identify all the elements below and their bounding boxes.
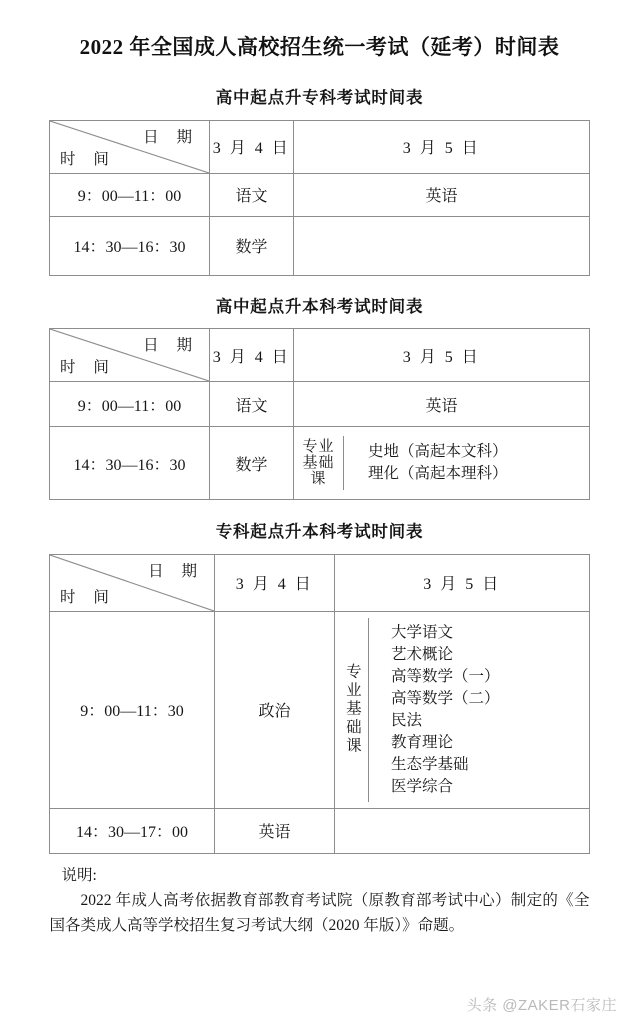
cell-march5-subject: 英语 xyxy=(294,382,590,427)
split-cell-wrapper xyxy=(294,436,589,491)
subject-item: 民法 xyxy=(391,711,423,729)
subject-item: 理化（高起本理科） xyxy=(368,465,508,483)
cell-march4-subject: 英语 xyxy=(215,808,335,853)
cell-march4-subject: 数学 xyxy=(210,216,294,275)
header-label-date: 日 期 xyxy=(143,128,199,146)
column-header-march-5: 3 月 5 日 xyxy=(294,329,590,382)
header-label-time: 时 间 xyxy=(60,359,116,377)
column-header-march-4: 3 月 4 日 xyxy=(215,554,335,611)
subject-item: 高等数学（一） xyxy=(391,667,500,685)
table-header-row xyxy=(50,329,590,382)
major-basic-line-3: 课 xyxy=(310,471,327,488)
split-cell-wrapper xyxy=(335,618,589,802)
cell-time: 14：30—17：00 xyxy=(50,808,215,853)
table-row xyxy=(50,611,590,808)
cell-time: 9：00—11：00 xyxy=(50,173,210,216)
subject-list-gaozhong-benke xyxy=(344,436,589,491)
major-basic-line-1: 专业 xyxy=(302,438,335,455)
table-row xyxy=(50,216,590,275)
header-label-time: 时 间 xyxy=(60,150,116,168)
cell-time: 9：00—11：30 xyxy=(50,611,215,808)
column-header-march-4: 3 月 4 日 xyxy=(210,329,294,382)
label-major-basic-course xyxy=(294,436,344,491)
note-body: 2022 年成人高考依据教育部教育考试院（原教育部考试中心）制定的《全国各类成人高等学校招生复习考试大纲（2020 年版）》命题。 xyxy=(49,891,590,934)
schedule-table-gaozhong-benke xyxy=(49,328,590,500)
schedule-table-zhuanke-benke xyxy=(49,554,590,854)
subject-item: 大学语文 xyxy=(391,623,454,641)
table-row xyxy=(50,427,590,500)
header-label-time: 时 间 xyxy=(60,588,116,606)
section-title-gaozhong-zhuanke: 高中起点升专科考试时间表 xyxy=(215,88,424,108)
subject-item: 生态学基础 xyxy=(391,755,469,773)
note-heading: 说明: xyxy=(61,866,97,884)
cell-march5-subject: 英语 xyxy=(294,173,590,216)
subject-item: 艺术概论 xyxy=(391,645,454,663)
cell-march5-major-basic xyxy=(335,611,590,808)
subject-item: 高等数学（二） xyxy=(391,689,500,707)
cell-march4-subject: 政治 xyxy=(215,611,335,808)
cell-time: 14：30—16：30 xyxy=(50,216,210,275)
diagonal-header-cell xyxy=(50,329,210,382)
subject-item: 史地（高起本文科） xyxy=(368,443,508,461)
major-basic-line-2: 基础 xyxy=(302,455,335,472)
cell-time: 9：00—11：00 xyxy=(50,382,210,427)
column-header-march-5: 3 月 5 日 xyxy=(294,120,590,173)
page-title: 2022 年全国成人高校招生统一考试（延考）时间表 xyxy=(79,35,560,59)
subject-list-zhuanke-benke xyxy=(369,618,589,802)
diagonal-header-cell xyxy=(50,120,210,173)
table-row xyxy=(50,808,590,853)
section-title-gaozhong-benke: 高中起点升本科考试时间表 xyxy=(215,296,424,316)
cell-march5-subject xyxy=(294,216,590,275)
cell-march4-subject: 数学 xyxy=(210,427,294,500)
cell-time: 14：30—16：30 xyxy=(50,427,210,500)
table-header-row xyxy=(50,120,590,173)
schedule-table-gaozhong-zhuanke xyxy=(49,120,590,276)
section-title-zhuanke-benke: 专科起点升本科考试时间表 xyxy=(215,522,424,542)
watermark: 头条 @ZAKER石家庄 xyxy=(466,997,617,1014)
column-header-march-4: 3 月 4 日 xyxy=(210,120,294,173)
cell-march4-subject: 语文 xyxy=(210,382,294,427)
column-header-march-5: 3 月 5 日 xyxy=(335,554,590,611)
table-row xyxy=(50,173,590,216)
cell-march5-subject xyxy=(335,808,590,853)
subject-item: 医学综合 xyxy=(391,777,454,795)
cell-march5-major-basic xyxy=(294,427,590,500)
footer-note xyxy=(50,863,590,938)
header-label-date: 日 期 xyxy=(143,337,199,355)
subject-item: 教育理论 xyxy=(391,733,454,751)
label-major-basic-course: 专业基础课 xyxy=(335,618,369,802)
diagonal-header-cell xyxy=(50,554,215,611)
table-header-row xyxy=(50,554,590,611)
table-row xyxy=(50,382,590,427)
header-label-date: 日 期 xyxy=(148,562,204,580)
cell-march4-subject: 语文 xyxy=(210,173,294,216)
